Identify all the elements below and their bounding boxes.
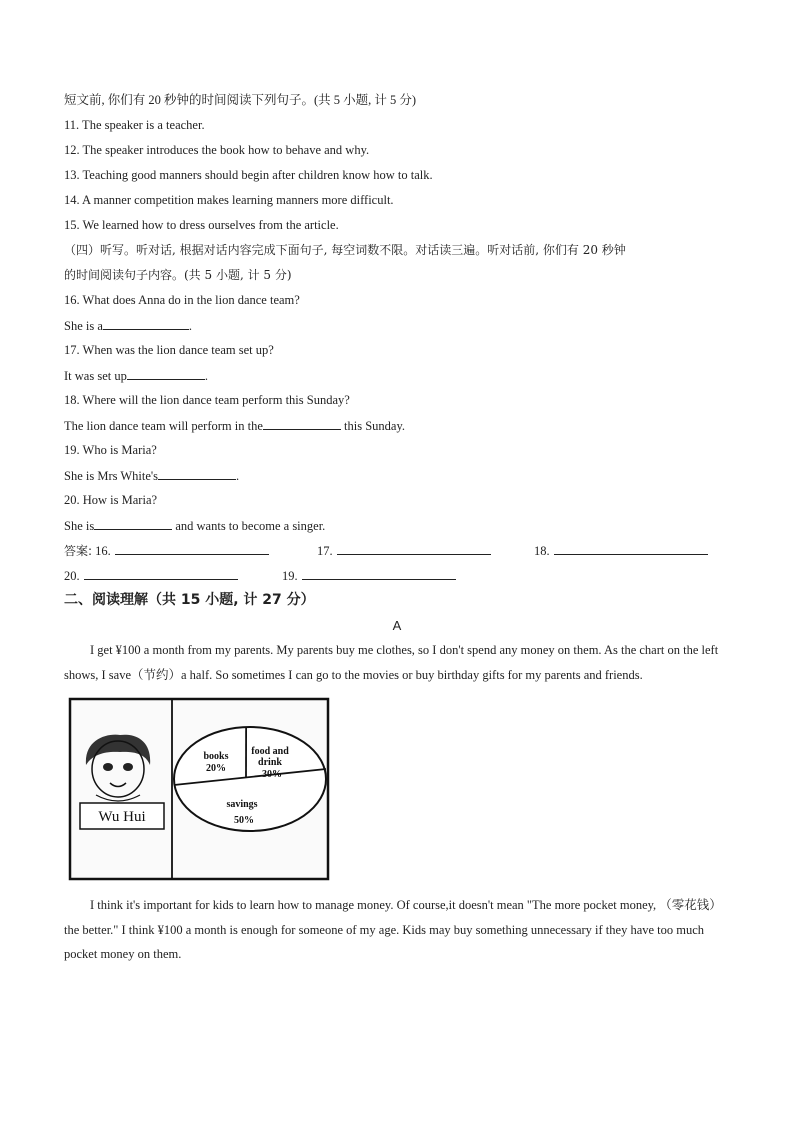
exam-page (64, 88, 730, 967)
pie-chart (174, 727, 326, 831)
question-18: 18. Where will the lion dance team perform this Sunday? (64, 393, 350, 407)
answer-prefix: It was set up (64, 369, 127, 383)
slice-label-food-line1: food and (251, 746, 289, 757)
blank-16[interactable] (103, 313, 189, 330)
pocket-money-chart (66, 695, 336, 885)
eye-right (123, 763, 133, 771)
passage-paragraph-2: I think it's important for kids to learn how to manage money. Of course,it doesn't mean "The more pocket money, （零花钱）the better." I think ¥100 a month is enough for someone of my age. Kids may buy something unnecessary if they have too much pocket money on them. (64, 898, 722, 961)
answer-line-20 (64, 513, 730, 538)
question-16: 16. What does Anna do in the lion dance team? (64, 293, 300, 307)
answer-blank-20[interactable] (84, 563, 238, 580)
answer-blank-19[interactable] (302, 563, 456, 580)
answer-suffix: and wants to become a singer. (172, 519, 326, 533)
answer-blank-18[interactable] (554, 538, 708, 555)
question-19: 19. Who is Maria? (64, 443, 157, 457)
answer-suffix: this Sunday. (340, 419, 406, 433)
blank-19[interactable] (158, 463, 236, 480)
slice-label-books: books (203, 751, 229, 762)
slice-percent-savings: 50% (234, 815, 254, 826)
answer-line-19 (64, 463, 730, 488)
section4-instructions: （四）听写。听对话, 根据对话内容完成下面句子, 每空词数不限。对话读三遍。听对话前, 你们有 20 秒钟 (64, 243, 626, 257)
answer-prefix: She is Mrs White's (64, 469, 159, 483)
answer-label: 答案: (64, 544, 93, 558)
answer-suffix: . (188, 319, 193, 333)
answer-num-20: 20. (64, 569, 80, 583)
answer-num-18: 18. (534, 544, 550, 558)
blank-18[interactable] (263, 413, 341, 430)
slice-label-food-line2: drink (258, 757, 282, 768)
pocket-money-figure (66, 695, 336, 885)
statement-13: 13. Teaching good manners should begin after children know how to talk. (64, 168, 433, 182)
blank-17[interactable] (127, 363, 205, 380)
answer-num-19: 19. (282, 569, 298, 583)
answer-suffix: . (236, 469, 240, 483)
answer-key-row-2 (64, 563, 730, 588)
answer-num-17: 17. (317, 544, 333, 558)
question-17: 17. When was the lion dance team set up? (64, 343, 274, 357)
answer-prefix: She is a (64, 319, 103, 333)
answer-line-16 (64, 313, 730, 338)
passage-paragraph-1: I get ¥100 a month from my parents. My parents buy me clothes, so I don't spend any money on them. As the chart on the left shows, I save（节约）a half. So sometimes I can go to the movies or buy birthday gifts for my parents and friends. (64, 643, 719, 682)
answer-line-18 (64, 413, 730, 438)
answer-suffix: . (204, 369, 208, 383)
slice-percent-food: 30% (262, 769, 282, 780)
part2-heading: 二、阅读理解（共 15 小题, 计 27 分） (64, 592, 315, 608)
statement-14: 14. A manner competition makes learning manners more difficult. (64, 193, 394, 207)
statement-12: 12. The speaker introduces the book how to behave and why. (64, 143, 370, 157)
answer-prefix: The lion dance team will perform in the (64, 419, 263, 433)
slice-label-savings: savings (226, 799, 258, 810)
answer-num-16: 16. (95, 544, 111, 558)
question-20: 20. How is Maria? (64, 493, 158, 507)
section4-instructions-cont: 的时间阅读句子内容。(共 5 小题, 计 5 分) (64, 268, 292, 282)
answer-slot-17 (317, 538, 491, 564)
answer-line-17 (64, 363, 730, 388)
answer-slot-19 (282, 563, 456, 589)
passage-letter: A (392, 618, 402, 633)
blank-20[interactable] (94, 513, 172, 530)
listening-intro: 短文前, 你们有 20 秒钟的时间阅读下列句子。(共 5 小题, 计 5 分) (64, 93, 417, 107)
answer-key-row-1 (64, 538, 730, 563)
answer-slot-18 (534, 538, 708, 564)
answer-prefix: She is (64, 519, 95, 533)
statement-15: 15. We learned how to dress ourselves from the article. (64, 218, 339, 232)
eye-left (103, 763, 113, 771)
statement-11: 11. The speaker is a teacher. (64, 118, 205, 132)
answer-slot-20 (64, 563, 238, 589)
answer-blank-17[interactable] (337, 538, 491, 555)
answer-slot-16 (64, 538, 269, 564)
answer-blank-16[interactable] (115, 538, 269, 555)
student-name: Wu Hui (98, 809, 146, 825)
slice-percent-books: 20% (206, 763, 226, 774)
